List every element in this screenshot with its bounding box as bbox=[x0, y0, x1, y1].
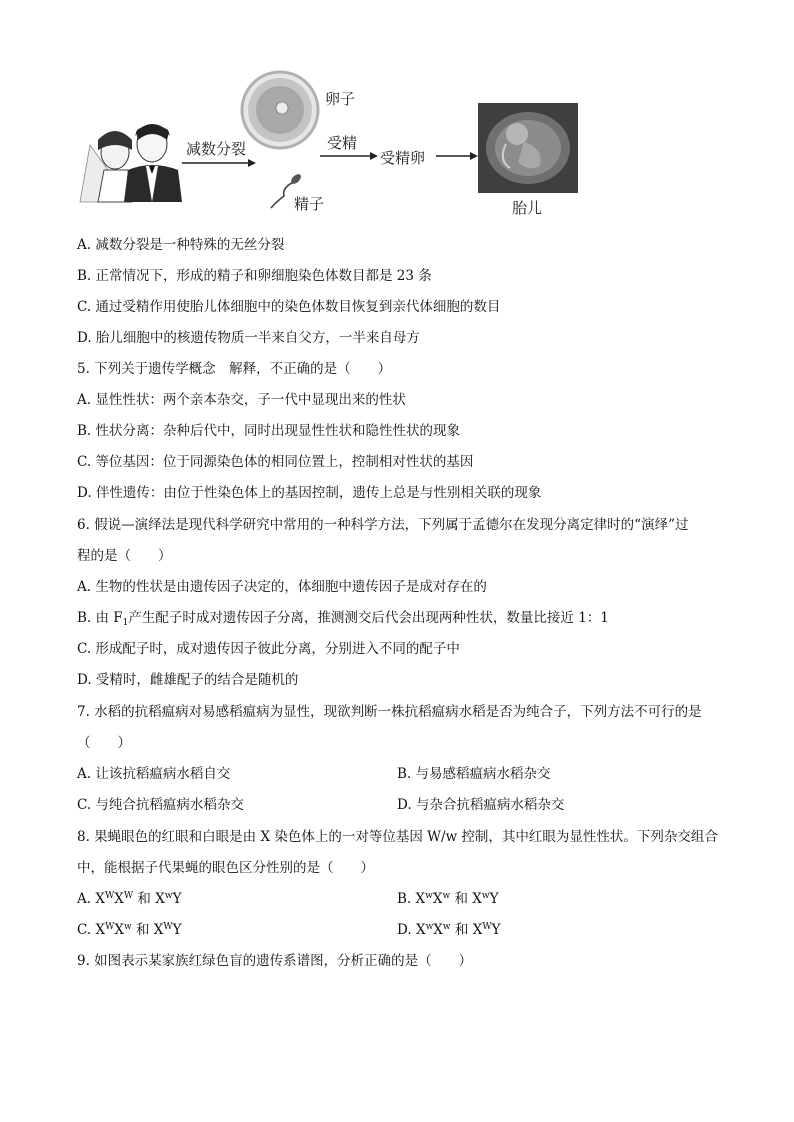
parents-icon bbox=[80, 124, 182, 202]
q4-option-d: D. 胎儿细胞中的核遗传物质一半来自父方，一半来自母方 bbox=[77, 330, 420, 346]
q7-option-d: D. 与杂合抗稻瘟病水稻杂交 bbox=[397, 797, 565, 813]
q5-option-d: D. 伴性遗传：由位于性染色体上的基因控制，遗传上总是与性别相关联的现象 bbox=[77, 485, 542, 501]
q8-option-b: B. $X^wX^w$ 和 $X^wY$ bbox=[397, 891, 499, 907]
development-arrow-icon bbox=[436, 152, 478, 160]
fertilization-arrow-icon bbox=[320, 152, 378, 160]
q7-option-c: C. 与纯合抗稻瘟病水稻杂交 bbox=[77, 797, 244, 813]
q4-option-a: A. 减数分裂是一种特殊的无丝分裂 bbox=[77, 237, 285, 253]
egg-label: 卵子 bbox=[325, 90, 356, 108]
q6-option-b-post: 产生配子时成对遗传因子分离，推测测交后代会出现两种性状，数量比接近 1：1 bbox=[128, 610, 609, 626]
q5-stem: 5. 下列关于遗传学概念 解释，不正确的是（ ） bbox=[77, 361, 392, 377]
q8-option-a: A. $X^WX^W$ 和 $X^wY$ bbox=[77, 891, 182, 907]
reproduction-diagram bbox=[70, 70, 590, 230]
q7-stem-line2: （ ） bbox=[77, 735, 131, 751]
fertilization-label: 受精 bbox=[327, 134, 358, 152]
q8-stem-line2: 中，能根据子代果蝇的眼色区分性别的是（ ） bbox=[77, 860, 374, 876]
meiosis-arrow-icon bbox=[182, 159, 256, 167]
q9-stem: 9. 如图表示某家族红绿色盲的遗传系谱图，分析正确的是（ ） bbox=[77, 953, 473, 969]
egg-cell-icon bbox=[242, 72, 318, 148]
q7-stem-line1: 7. 水稻的抗稻瘟病对易感稻瘟病为显性，现欲判断一株抗稻瘟病水稻是否为纯合子，下列方法不可行的是 bbox=[77, 704, 702, 720]
q6-option-b-pre: B. 由 F bbox=[77, 610, 123, 626]
fetus-label: 胎儿 bbox=[512, 199, 543, 217]
q8-stem-line1: 8. 果蝇眼色的红眼和白眼是由 X 染色体上的一对等位基因 W/w 控制，其中红眼为显性性状。下列杂交组合 bbox=[77, 829, 718, 845]
zygote-label: 受精卵 bbox=[380, 149, 426, 167]
q6-option-c: C. 形成配子时，成对遗传因子彼此分离，分别进入不同的配子中 bbox=[77, 641, 460, 657]
q6-option-b-sub: 1 bbox=[122, 618, 129, 628]
q6-option-b bbox=[77, 609, 609, 627]
q7-option-b: B. 与易感稻瘟病水稻杂交 bbox=[397, 766, 551, 782]
q4-option-b: B. 正常情况下，形成的精子和卵细胞染色体数目都是 23 条 bbox=[77, 268, 432, 284]
q8-option-d: D. $X^wX^w$ 和 $X^WY$ bbox=[397, 922, 501, 938]
q6-option-d: D. 受精时，雌雄配子的结合是随机的 bbox=[77, 672, 299, 688]
q5-option-a: A. 显性性状：两个亲本杂交，子一代中显现出来的性状 bbox=[77, 392, 406, 408]
meiosis-label: 减数分裂 bbox=[186, 140, 247, 158]
q5-option-b: B. 性状分离：杂种后代中，同时出现显性性状和隐性性状的现象 bbox=[77, 423, 461, 439]
q6-option-a: A. 生物的性状是由遗传因子决定的，体细胞中遗传因子是成对存在的 bbox=[77, 579, 487, 595]
q4-option-c: C. 通过受精作用使胎儿体细胞中的染色体数目恢复到亲代体细胞的数目 bbox=[77, 299, 501, 315]
q7-option-a: A. 让该抗稻瘟病水稻自交 bbox=[77, 766, 231, 782]
q6-stem-line2: 程的是（ ） bbox=[77, 548, 172, 564]
q6-stem-line1: 6. 假说—演绎法是现代科学研究中常用的一种科学方法，下列属于孟德尔在发现分离定律时的“演绎”过 bbox=[77, 517, 689, 533]
sperm-label: 精子 bbox=[294, 195, 325, 213]
fetus-icon bbox=[478, 103, 578, 193]
q5-option-c: C. 等位基因：位于同源染色体的相同位置上，控制相对性状的基因 bbox=[77, 454, 474, 470]
q8-option-c: C. $X^WX^w$ 和 $X^WY$ bbox=[77, 922, 182, 938]
